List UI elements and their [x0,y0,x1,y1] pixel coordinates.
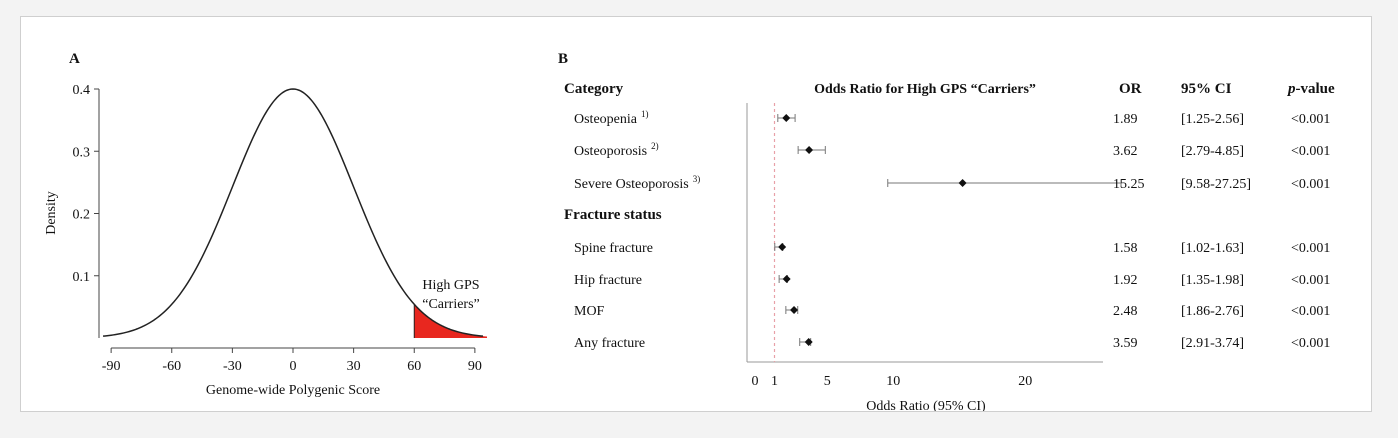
forest-x-axis-title: Odds Ratio (95% CI) [866,399,986,411]
or-point-marker [778,243,786,251]
row-label-superscript: 1) [640,109,649,119]
forest-x-tick-label: 0 [751,374,759,389]
or-column-header: OR [1119,81,1142,97]
ci-value: [1.35-1.98] [1181,273,1244,288]
row-label [574,109,648,127]
or-point-marker [959,179,967,187]
ci-column-header: 95% CI [1181,81,1232,97]
or-value: 1.92 [1113,273,1138,288]
or-point-marker [783,275,791,283]
y-tick-label: 0.2 [72,207,90,223]
or-value: 1.58 [1113,241,1138,256]
x-tick-label: 90 [467,359,482,374]
figure-frame [20,16,1372,412]
fracture-status-heading: Fracture status [564,207,662,223]
annotation-carriers: “Carriers” [422,297,480,312]
row-label-text: Osteoporosis [574,144,648,159]
ci-value: [1.86-2.76] [1181,304,1244,319]
y-axis-title: Density [44,191,59,235]
x-tick-label: 0 [289,359,297,374]
x-tick-label: 30 [346,359,361,374]
row-label [574,336,645,351]
p-value: <0.001 [1291,304,1331,319]
or-point-marker [805,338,813,346]
p-value: <0.001 [1291,273,1331,288]
p-value: <0.001 [1291,177,1331,192]
ci-value: [1.25-2.56] [1181,112,1244,127]
panel-a-letter: A [69,51,80,67]
ci-value: [2.91-3.74] [1181,336,1244,351]
panel-b-letter: B [558,51,569,67]
forest-title: Odds Ratio for High GPS “Carriers” [814,82,1036,97]
row-label-text: Severe Osteoporosis [574,177,689,192]
row-label-superscript: 2) [651,141,659,151]
category-column-header: Category [564,81,624,97]
p-value: <0.001 [1291,336,1331,351]
ci-value: [1.02-1.63] [1181,241,1244,256]
x-tick-label: -90 [101,359,121,374]
p-value: <0.001 [1291,241,1331,256]
row-label [574,273,642,288]
p-value: <0.001 [1291,144,1331,159]
forest-x-tick-label: 1 [771,374,778,389]
or-value: 15.25 [1113,177,1145,192]
forest-x-tick-label: 5 [823,374,831,389]
ci-value: [9.58-27.25] [1181,177,1251,192]
y-tick-label: 0.3 [72,145,90,161]
p-value: <0.001 [1291,112,1331,127]
row-label-text: Hip fracture [574,273,643,288]
or-value: 2.48 [1113,304,1138,319]
y-tick-label: 0.4 [72,83,90,98]
x-axis-title: Genome-wide Polygenic Score [205,383,381,398]
row-label [574,304,605,319]
y-tick-label: 0.1 [72,269,90,285]
row-label [574,141,659,159]
or-value: 3.59 [1113,336,1138,351]
x-tick-label: 60 [407,359,422,374]
row-label-superscript: 3) [692,174,701,184]
x-tick-label: -30 [223,359,242,374]
or-point-marker [782,114,790,122]
p-italic: p [1288,81,1296,97]
forest-x-tick-label: 20 [1018,374,1033,389]
panel-b [558,51,1335,411]
row-label-text: Osteopenia [574,112,637,127]
row-label-text: Spine fracture [574,241,653,256]
x-tick-label: -60 [162,359,182,374]
or-value: 1.89 [1113,112,1138,127]
annotation-high-gps: High GPS [422,278,480,293]
row-label-text: MOF [574,304,605,319]
or-value: 3.62 [1113,144,1138,159]
row-label [574,241,653,256]
p-value-column-header [1286,81,1335,97]
ci-value: [2.79-4.85] [1181,144,1244,159]
panel-a [44,51,487,398]
or-point-marker [790,306,798,314]
row-label-text: Any fracture [574,336,646,351]
figure-svg [21,17,1371,411]
p-rest: -value [1295,81,1335,97]
or-point-marker [805,146,813,154]
row-label [574,174,700,192]
forest-x-tick-label: 10 [886,374,901,389]
